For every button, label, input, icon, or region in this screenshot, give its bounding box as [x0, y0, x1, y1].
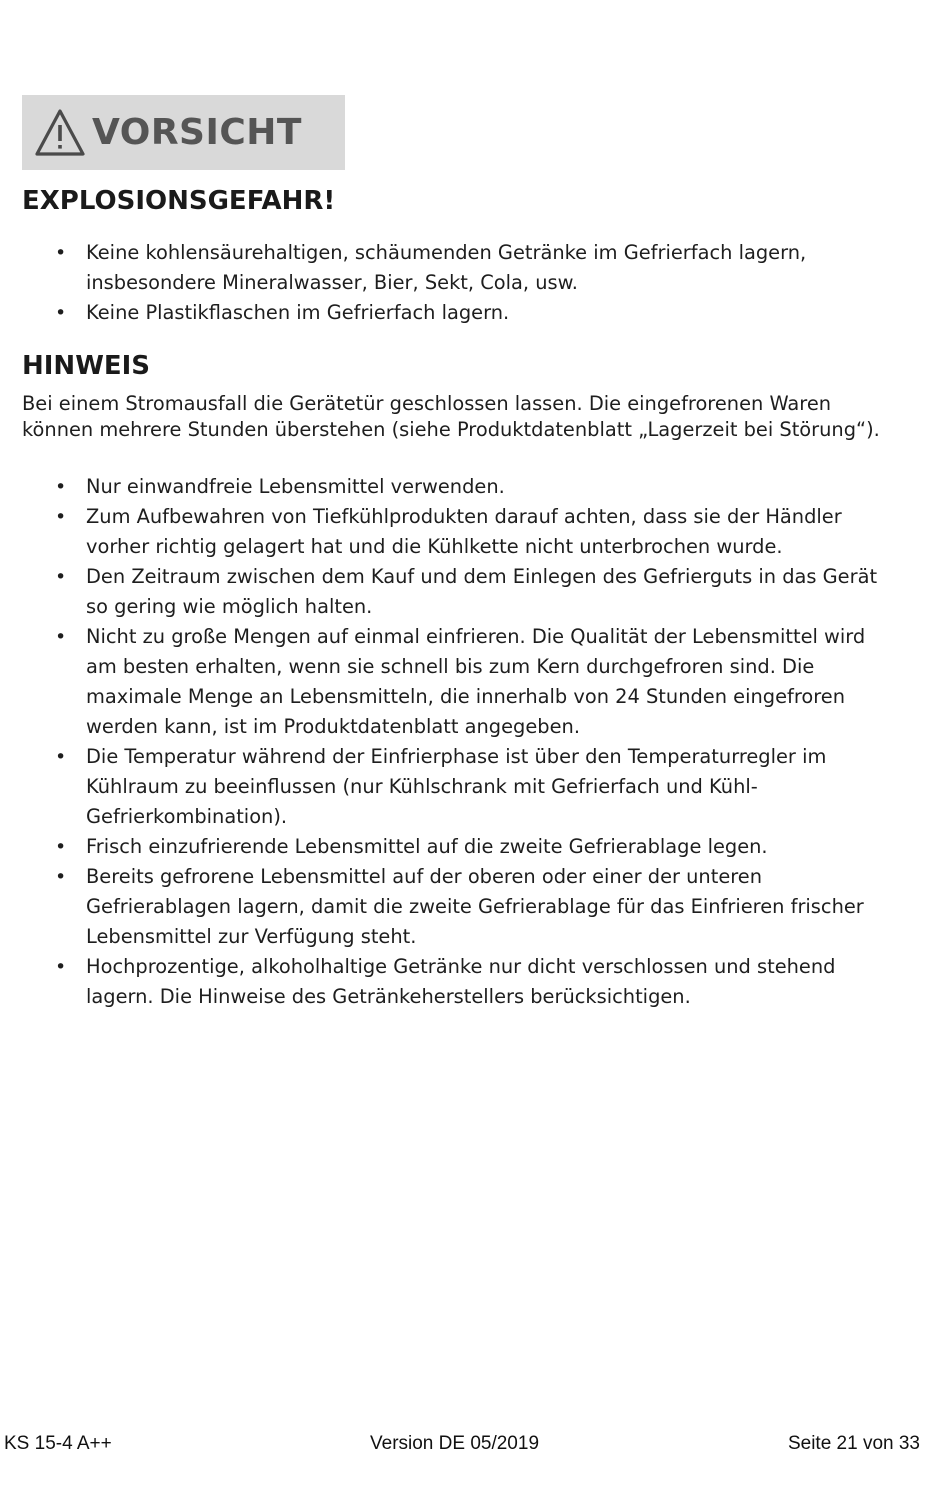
list-item: • Keine Plastikflaschen im Gefrierfach lagern.: [0, 298, 886, 328]
list-item: • Zum Aufbewahren von Tiefkühlprodukten darauf achten, dass sie der Händler vorher richtig gelagert hat und die Kühlkette nicht unterbrochen wurde.: [0, 502, 886, 562]
footer-page-number: Seite 21 von 33: [787, 1433, 920, 1454]
list-item: • Den Zeitraum zwischen dem Kauf und dem Einlegen des Gefrierguts in das Gerät so gering wie möglich halten.: [0, 562, 886, 622]
notice-list: [0, 472, 900, 1012]
notice-heading: HINWEIS: [22, 351, 151, 381]
bullet-icon: •: [55, 866, 67, 888]
list-item: • Nicht zu große Mengen auf einmal einfrieren. Die Qualität der Lebensmittel wird am besten erhalten, wenn sie schnell bis zum Kern durchgefroren sind. Die maximale Menge an Lebensmitteln, die innerhalb von 24 Stunden eingefroren werden kann, ist im Produktdatenblatt angegeben.: [0, 622, 886, 742]
list-item: • Nur einwandfreie Lebensmittel verwenden.: [0, 472, 886, 502]
explosion-hazard-list: [0, 238, 900, 328]
bullet-icon: •: [55, 566, 67, 588]
bullet-icon: •: [55, 242, 67, 264]
warning-triangle-icon: [34, 107, 86, 159]
list-item: • Keine kohlensäurehaltigen, schäumenden Getränke im Gefrierfach lagern, insbesondere Mineralwasser, Bier, Sekt, Cola, usw.: [0, 238, 886, 298]
footer-version: Version DE 05/2019: [370, 1433, 540, 1454]
notice-intro-paragraph: Bei einem Stromausfall die Gerätetür geschlossen lassen. Die eingefrorenen Waren können mehrere Stunden überstehen (siehe Produktdatenblatt „Lagerzeit bei Störung“).: [22, 392, 880, 441]
footer-model: KS 15-4 A++: [4, 1433, 112, 1454]
caution-banner: [22, 95, 345, 170]
explosion-hazard-heading: EXPLOSIONSGEFAHR!: [22, 186, 336, 216]
list-item: • Die Temperatur während der Einfrierphase ist über den Temperaturregler im Kühlraum zu beeinflussen (nur Kühlschrank mit Gefrierfach und Kühl-Gefrierkombination).: [0, 742, 886, 832]
bullet-icon: •: [55, 836, 67, 858]
list-item: • Frisch einzufrierende Lebensmittel auf die zweite Gefrierablage legen.: [0, 832, 886, 862]
caution-label: VORSICHT: [92, 112, 302, 153]
bullet-icon: •: [55, 506, 67, 528]
bullet-icon: •: [55, 476, 67, 498]
bullet-icon: •: [55, 626, 67, 648]
list-item: • Bereits gefrorene Lebensmittel auf der oberen oder einer der unteren Gefrierablagen lagern, damit die zweite Gefrierablage für das Einfrieren frischer Lebensmittel zur Verfügung steht.: [0, 862, 886, 952]
bullet-icon: •: [55, 956, 67, 978]
bullet-icon: •: [55, 302, 67, 324]
list-item: • Hochprozentige, alkoholhaltige Getränke nur dicht verschlossen und stehend lagern. Die Hinweise des Getränkeherstellers berücksichtigen.: [0, 952, 886, 1012]
bullet-icon: •: [55, 746, 67, 768]
